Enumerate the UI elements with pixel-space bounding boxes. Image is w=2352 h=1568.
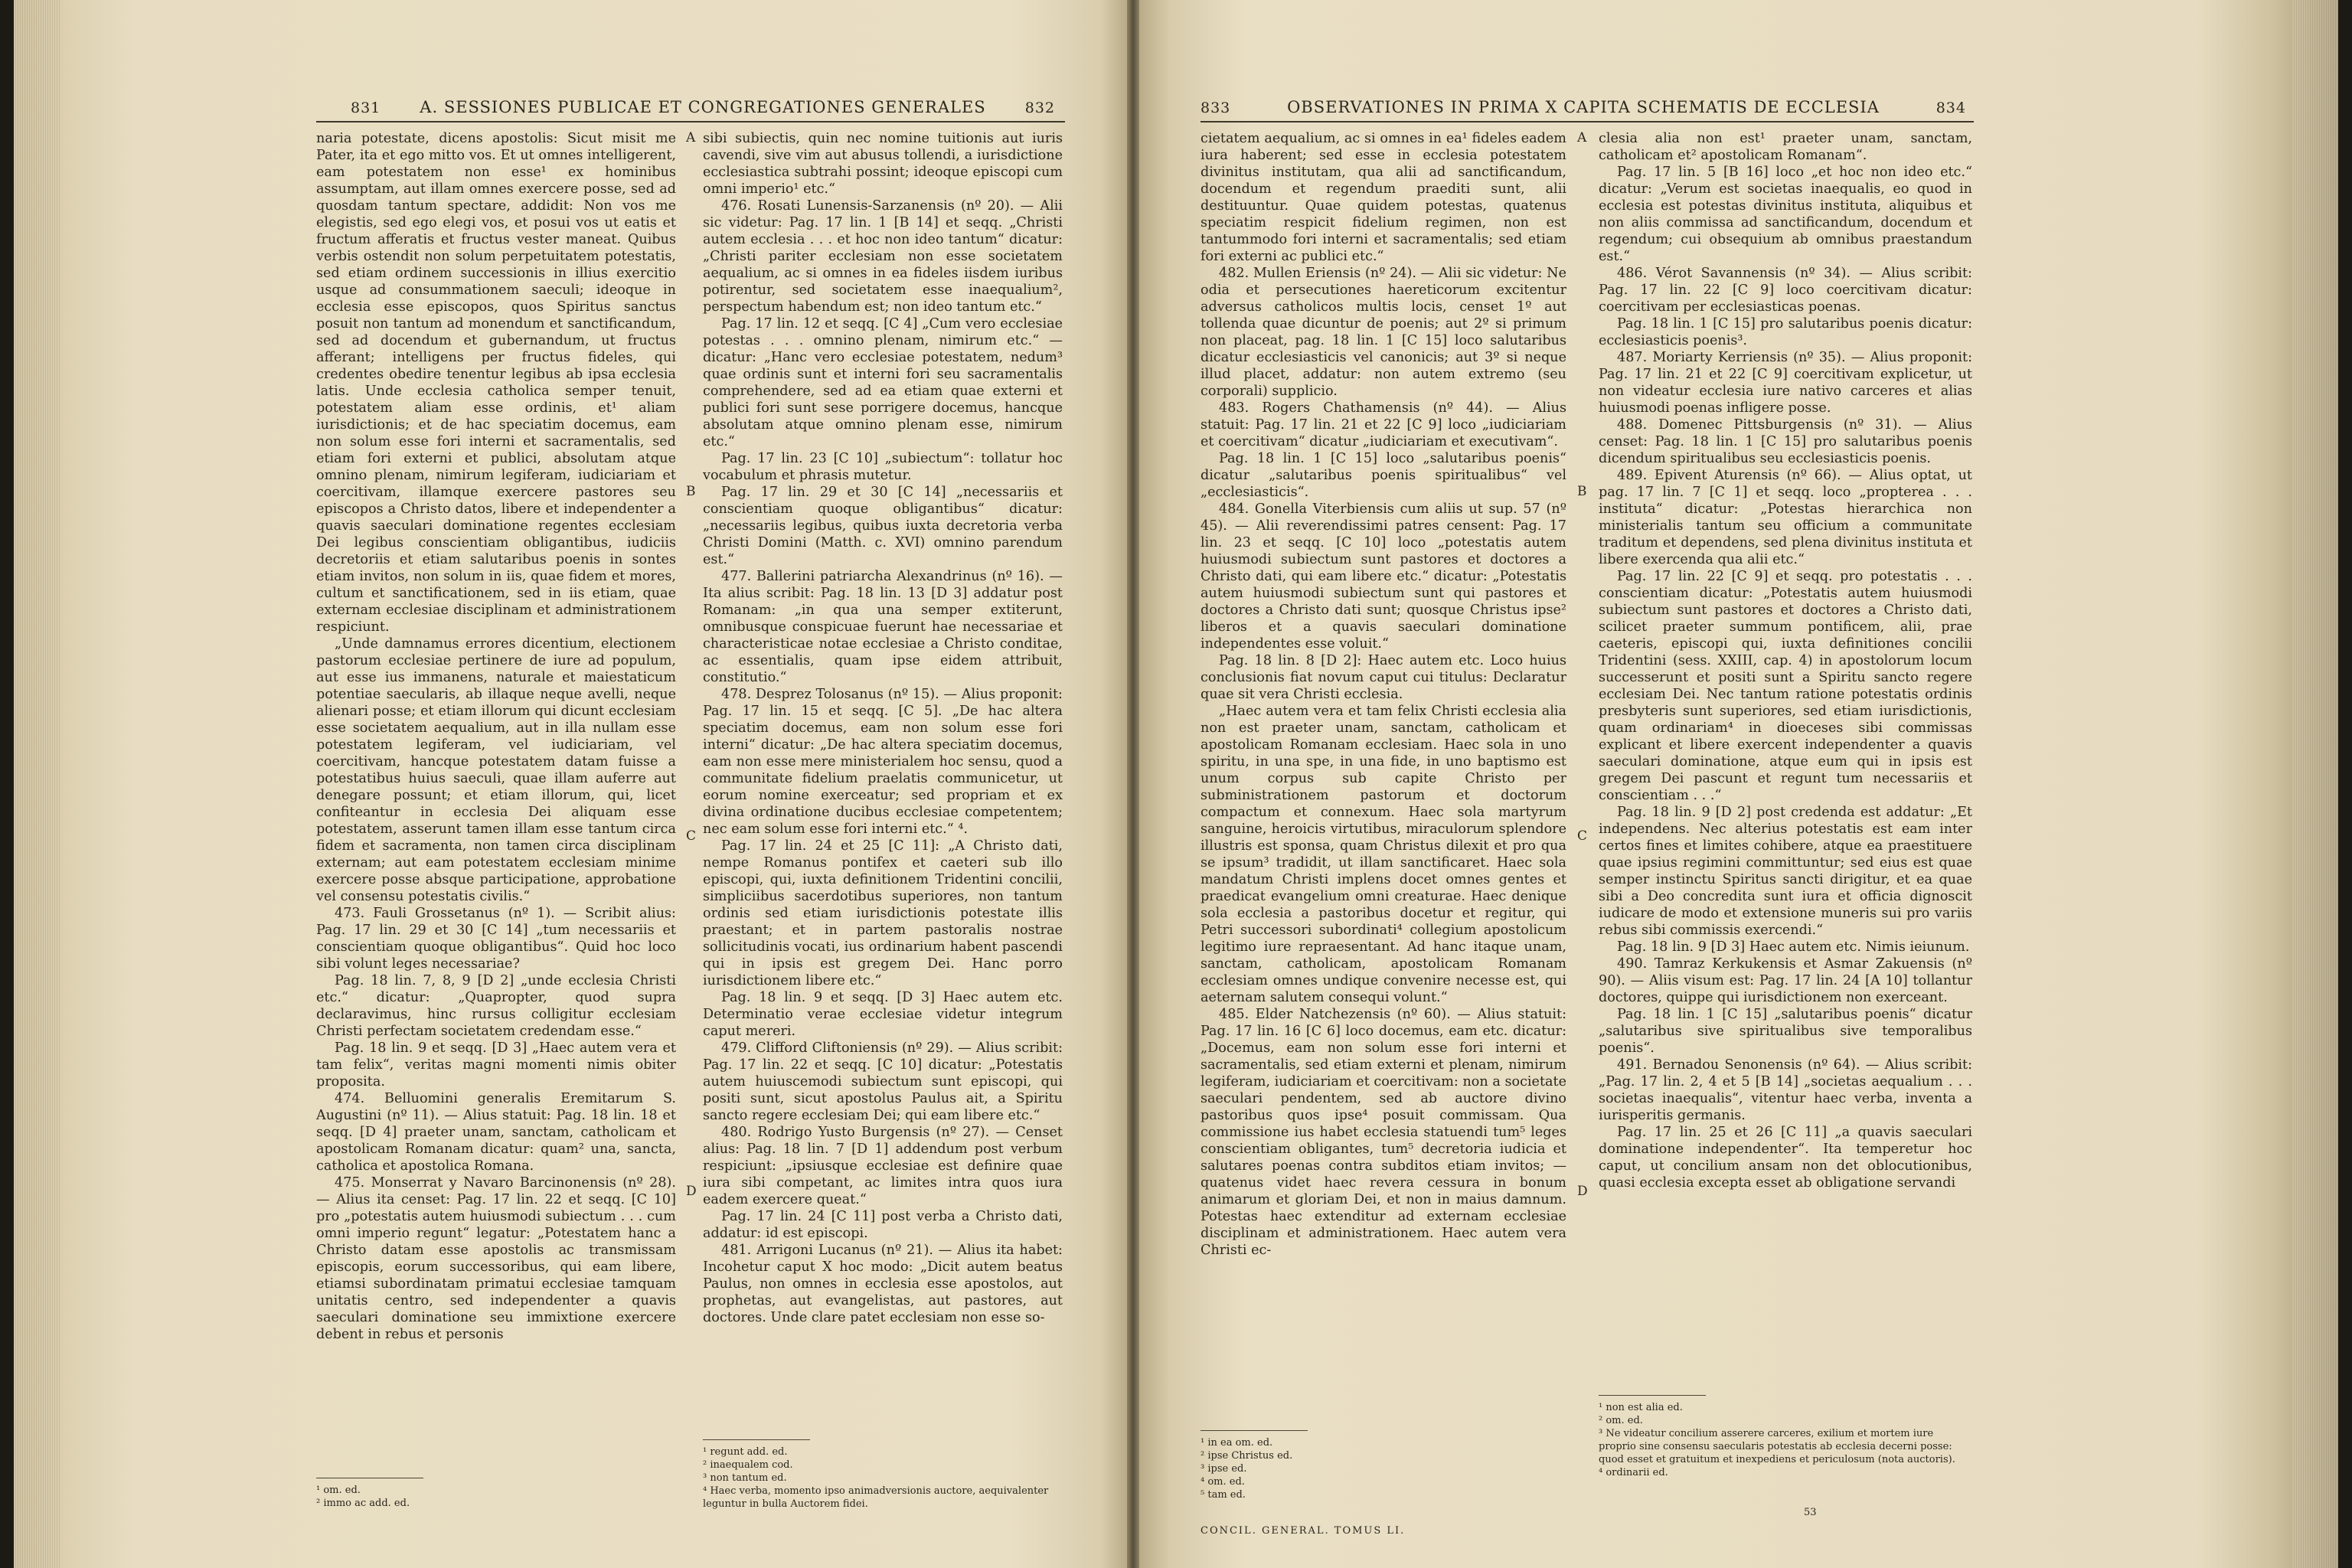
footnote: ⁴ ordinarii ed. [1599, 1467, 1668, 1478]
paragraph: Pag. 17 lin. 29 et 30 [C 14] „necessariis et conscientiam quoque obligantibus“ dicatur: „necessariis legibus, quibus iuxta decretoria verba Christi Domini (Matth. c. XVI) omnino parendum est.“ [703, 485, 1063, 567]
footnote: ³ ipse ed. [1200, 1463, 1247, 1475]
margin-letter-b: B [686, 484, 696, 499]
footnote: ⁵ tam ed. [1200, 1489, 1246, 1501]
paragraph: „Unde damnamus errores dicentium, electionem pastorum ecclesiae pertinere de iure ad populum, aut esse ius immanens, naturale et maiestaticum potentiae saecularis, ab illaque neque avelli, neque alienari posse; et etiam illorum qui dicunt ecclesiam esse societatem aequalium, aut in illa nullam esse potestatem legiferam, vel iudiciariam, vel coercitivam, hancque potestatem datam fuisse a potestatibus huius saeculi, quae illam auferre aut denegare possunt; et etiam illorum, qui, licet confiteantur in ecclesia Dei aliquam esse potestatem, asserunt tamen illam esse tantum circa fidem et sacramenta, non tamen circa disciplinam externam; aut eam potestatem ecclesiam minime exercere posse absque participatione, approbatione vel consensu potestatis civilis.“ [316, 636, 676, 904]
paragraph: Pag. 17 lin. 22 [C 9] et seqq. pro potestatis . . . conscientiam dicatur: „Potestatis autem huiusmodi subiectum sunt pastores et doctores a Christo dati, scilicet praeter summum pontificem, alii, prae caeteris, episcopi qui, iuxta definitiones concilii Tridentini (sess. XXIII, cap. 4) in apostolorum locum successerunt et positi sunt a Spiritu sancto regere ecclesiam Dei. Nec tantum ratione potestatis ordinis presbyteris sunt superiores, sed etiam iurisdictionis, quam ordinariam⁴ in dioeceses sibi commissas explicant et libere exercent independenter a quavis saeculari dominatione, atque eum qui in ipsis est gregem Dei pascunt et regunt tum necessariis et conscientiam . . .“ [1599, 569, 1972, 803]
paragraph: 481. Arrigoni Lucanus (nº 21). — Alius ita habet: Incohetur caput X hoc modo: „Dicit autem beatus Paulus, non omnes in ecclesia esse apostolos, aut prophetas, aut evangelistas, aut pastores, aut doctores. Unde clare patet ecclesiam non esse so- [703, 1243, 1063, 1325]
right-running-title: OBSERVATIONES IN PRIMA X CAPITA SCHEMATIS DE ECCLESIA [1287, 98, 1880, 116]
left-running-header [351, 86, 1055, 116]
left-page [14, 0, 1127, 1568]
paragraph: Pag. 18 lin. 9 et seqq. [D 3] Haec autem etc. Determinatio verae ecclesiae videtur integrum caput mereri. [703, 990, 1063, 1039]
paragraph: 485. Elder Natchezensis (nº 60). — Alius statuit: Pag. 17 lin. 16 [C 6] loco docemus, eam etc. dicatur: „Docemus, eam non solum esse fori interni et sacramentalis, sed etiam externi et plenam, nimirum legiferam, iudiciariam et coercitivam: non a societate saeculari pendentem, sed ab auctore divino pastoribus quos ipse⁴ posuit commissam. Qua commissione ius habet ecclesia statuendi tum⁵ leges conscientiam obligantes, tum⁵ decretoria iudicia et salutares poenas contra subditos etiam invitos; — quatenus videt haec revera cessura in bonum animarum et gloriam Dei, et non in maius damnum. Potestas haec extenditur ad externam ecclesiae disciplinam et administrationem. Haec autem vera Christi ec- [1200, 1007, 1566, 1258]
paragraph: 475. Monserrat y Navaro Barcinonensis (nº 28). — Alius ita censet: Pag. 17 lin. 22 et seqq. [C 10] pro „potestatis autem huiusmodi subiectum . . . cum omni imperio regunt“ legatur: „Potestatem hanc a Christo datam esse apostolis ac transmissam episcopis, eorum successoribus, qui eam libere, etiamsi subordinatam primatui ecclesiae tamquam unitatis centro, sed independenter a quavis saeculari dominatione seu immixtione exercere debent in rebus et personis [316, 1175, 676, 1342]
left-col2-footnote-rule [703, 1439, 810, 1440]
paragraph: Pag. 17 lin. 5 [B 16] loco „et hoc non ideo etc.“ dicatur: „Verum est societas inaequalis, eo quod in ecclesia est potestas divinitus instituta, aliquibus et non aliis commissa ad sanctificandum, docendum et regendum; cui obsequium ab omnibus praestandum est.“ [1599, 165, 1972, 264]
margin-letter-d: D [686, 1184, 697, 1199]
paragraph: Pag. 18 lin. 9 [D 3] Haec autem etc. Nimis ieiunum. [1617, 939, 1970, 955]
right-col2-footnotes [1599, 1401, 1972, 1479]
paragraph: Pag. 17 lin. 24 et 25 [C 11]: „A Christo dati, nempe Romanus pontifex et caeteri sub illo episcopi, qui, iuxta definitionem Tridentini concilii, simpliciibus sacerdotibus superiores, non tantum ordinis sed etiam iurisdictionis potestate illis praestant; et in partem pastoralis nostrae sollicitudinis vocati, ius ordinarium habent pascendi qui in ipsis est gregem Dei. Hanc porro iurisdictionem libere etc.“ [703, 838, 1063, 988]
paragraph: 478. Desprez Tolosanus (nº 15). — Alius proponit: Pag. 17 lin. 15 et seqq. [C 5]. „De hac altera speciatim docemus, eam non solum esse fori interni“ dicatur: „De hac altera speciatim docemus, eam non esse mere ministerialem hoc sensu, quod a communitate fidelium praelatis communicetur, ut eorum nomine exerceatur; sed propriam et ex divina ordinatione ducibus ecclesiae competentem; nec eam solum esse fori interni etc.“ ⁴. [703, 687, 1063, 837]
left-column-2 [703, 130, 1063, 1326]
footnote: ² inaequalem cod. [703, 1459, 793, 1471]
paragraph: 491. Bernadou Senonensis (nº 64). — Alius scribit: „Pag. 17 lin. 2, 4 et 5 [B 14] „societas aequalium . . . societas inaequalis“, vitentur haec verba, inventa a iurisperitis germanis. [1599, 1057, 1972, 1123]
left-running-title: A. SESSIONES PUBLICAE ET CONGREGATIONES GENERALES [420, 98, 986, 116]
paragraph: Pag. 17 lin. 25 et 26 [C 11] „a quavis saeculari dominatione independenter“. Ita temperetur hoc caput, ut concilium ansam non det oblocutionibus, quasi ecclesia excepta esset ab obligatione servandi [1599, 1125, 1972, 1191]
right-header-rule [1200, 121, 1974, 122]
paragraph: 487. Moriarty Kerriensis (nº 35). — Alius proponit: Pag. 17 lin. 21 et 22 [C 9] coercitivam explicetur, ut non videatur ecclesia iure nativo carceres et alias huiusmodi poenas infligere posse. [1599, 350, 1972, 416]
paragraph: Pag. 18 lin. 9 et seqq. [D 3] „Haec autem vera et tam felix“, veritas magni momenti nimis obiter proposita. [316, 1040, 676, 1089]
paragraph: naria potestate, dicens apostolis: Sicut misit me Pater, ita et ego mitto vos. Et ut omnes intelligerent, eam potestatem non esse¹ ex hominibus assumptam, aut illam omnes exercere posse, sed ad quosdam tantum spectare, addidit: Non vos me elegistis, sed ego elegi vos, et posui vos ut eatis et fructum afferatis et fructus vester maneat. Quibus verbis ostendit non solum perpetuitatem potestatis, sed etiam ordinem successionis in illius exercitio usque ad consummationem saeculi; ideoque in ecclesia esse episcopos, quos Spiritus sanctus posuit non tantum ad monendum et sanctificandum, sed ad docendum et gubernandum, ut fructus afferant; intelligens per fructus fideles, qui credentes obedire tenentur legibus ab ipsa ecclesia latis. Unde ecclesia catholica semper tenuit, potestatem aliam esse ordinis, et¹ aliam iurisdictionis; et de hac speciatim docemus, eam non solum esse fori interni et sacramentalis, sed etiam fori externi et publici, absolutam atque omnino plenam, nimirum legiferam, iudiciariam et coercitivam, illamque exercere pastores seu episcopos a Christo datos, libere et independenter a quavis saeculari dominatione regentes ecclesiam Dei legibus conscientiam obligantibus, iudiciis decretoriis et etiam salutaribus poenis in sontes etiam invitos, non solum in iis, quae fidem et mores, cultum et sanctificationem, sed in iis etiam, quae externam ecclesiae disciplinam et administrationem respiciunt. [316, 131, 676, 635]
paragraph: Pag. 18 lin. 1 [C 15] „salutaribus poenis“ dicatur „salutaribus sive spiritualibus sive temporalibus poenis“. [1599, 1007, 1972, 1056]
left-col1-footnotes [316, 1484, 676, 1510]
footnote: ² immo ac add. ed. [316, 1498, 410, 1509]
footnote: ¹ regunt add. ed. [703, 1446, 788, 1458]
right-col1-footnote-rule [1200, 1430, 1308, 1431]
right-margin-letter-d: D [1577, 1184, 1588, 1199]
paragraph: 482. Mullen Eriensis (nº 24). — Alii sic videtur: Ne odia et persecutiones haereticorum excitentur adversus catholicos multis locis, censet 1º aut tollenda quae dicuntur de poenis; aut 2º si primum non placeat, pag. 18 lin. 1 [C 15] loco salutaribus dicatur ecclesiasticis vel canonicis; aut 3º si neque illud placet, addatur: non autem extremo (seu corporali) supplicio. [1200, 266, 1566, 399]
paragraph: 490. Tamraz Kerkukensis et Asmar Zakuensis (nº 90). — Aliis visum est: Pag. 17 lin. 24 [A 10] tollantur doctores, quippe qui iurisdictionem non exerceant. [1599, 956, 1972, 1005]
paragraph: sibi subiectis, quin nec nomine tuitionis aut iuris cavendi, sive vim aut abusus tollendi, a iurisdictione ecclesiastica subtrahi possint; ideoque episcopi cum omni imperio¹ etc.“ [703, 131, 1063, 197]
paragraph: 479. Clifford Cliftoniensis (nº 29). — Alius scribit: Pag. 17 lin. 22 et seqq. [C 10] dicatur: „Potestatis autem huiuscemodi subiectum sunt episcopi, qui positi sunt, sicut apostolus Paulus ait, a Spiritu sancto regere ecclesiam Dei; qui eam libere etc.“ [703, 1040, 1063, 1123]
paragraph: 480. Rodrigo Yusto Burgensis (nº 27). — Censet alius: Pag. 18 lin. 7 [D 1] addendum post verbum respiciunt: „ipsiusque ecclesiae est definire quae iura sibi competant, ac limites intra quos iura eadem exercere queat.“ [703, 1125, 1063, 1207]
paragraph: Pag. 18 lin. 1 [C 15] loco „salutaribus poenis“ dicatur „salutaribus poenis spiritualibus“ vel „ecclesiasticis“. [1200, 451, 1566, 500]
right-column-2 [1599, 130, 1972, 1191]
footnote: ⁴ Haec verba, momento ipso animadversionis auctore, aequivalenter leguntur in bulla Auctorem fidei. [703, 1485, 1049, 1510]
left-header-rule [316, 121, 1065, 122]
paragraph: 483. Rogers Chathamensis (nº 44). — Alius statuit: Pag. 17 lin. 21 et 22 [C 9] loco „iudiciariam et coercitivam“ dicatur „iudiciariam et executivam“. [1200, 400, 1566, 449]
paragraph: Pag. 17 lin. 24 [C 11] post verba a Christo dati, addatur: id est episcopi. [703, 1209, 1063, 1241]
footnote: ³ Ne videatur concilium asserere carceres, exilium et mortem iure proprio sine consensu saecularis potestatis ab ecclesia decerni posse: quod esset et gratuitum et inexpediens et periculosum (nota auctoris). [1599, 1428, 1955, 1465]
paragraph: 488. Domenec Pittsburgensis (nº 31). — Alius censet: Pag. 18 lin. 1 [C 15] pro salutaribus poenis dicendum spiritualibus seu ecclesiasticis poenis. [1599, 417, 1972, 466]
footnote: ² om. ed. [1599, 1415, 1643, 1426]
right-column-1 [1200, 130, 1566, 1259]
paragraph: 476. Rosati Lunensis-Sarzanensis (nº 20). — Alii sic videtur: Pag. 17 lin. 1 [B 14] et seqq. „Christi autem ecclesia . . . et hoc non ideo tantum“ dicatur: „Christi pariter ecclesiam non esse societatem aequalium, ac si omnes in ea fideles iisdem iuribus potirentur, sed societatem esse inaequalium², perspectum habendum est; non ideo tantum etc.“ [703, 198, 1063, 315]
footnote: ⁴ om. ed. [1200, 1476, 1245, 1488]
right-page-edges [2292, 0, 2338, 1568]
paragraph: 477. Ballerini patriarcha Alexandrinus (nº 16). — Ita alius scribit: Pag. 18 lin. 13 [D 3] addatur post Romanam: „in qua una semper extiterunt, omnibusque conspicuae fuerunt hae necessariae et characteristicae notae ecclesiae a Christo conditae, ac essentialis, quam ipse eidem attribuit, constitutio.“ [703, 569, 1063, 685]
right-margin-letter-c: C [1577, 828, 1588, 844]
paragraph: „Haec autem vera et tam felix Christi ecclesia alia non est praeter unam, sanctam, catholicam et apostolicam Romanam ecclesiam. Haec sola in uno spiritu, in una spe, in una fide, in uno baptismo est unum corpus sub capite Christo per subministrationem pastorum et doctorum compactum et connexum. Haec sola martyrum sanguine, heroicis virtutibus, miraculorum splendore illustris est sponsa, quam Christus dilexit et pro qua se ipsum³ tradidit, ut illam sanctificaret. Haec sola mandatum Christi implens docet omnes gentes et praedicat evangelium omni creaturae. Haec denique sola ecclesia a pastoribus docetur et regitur, qui Petri successori subordinati⁴ collegium apostolicum legitimo iure repraesentant. Ad hanc itaque unam, sanctam, catholicam, apostolicam Romanam ecclesiam omnes undique convenire necesse est, qui aeternam salutem consequi volunt.“ [1200, 704, 1566, 1005]
sheet-signature: 53 [1804, 1507, 1817, 1518]
book-spread [14, 0, 2338, 1568]
book-gutter [1127, 0, 1139, 1568]
right-page-number-a: 833 [1200, 100, 1231, 116]
right-page-number-b: 834 [1936, 100, 1966, 116]
footnote: ¹ in ea om. ed. [1200, 1437, 1273, 1449]
right-margin-letter-a: A [1577, 130, 1587, 145]
right-running-header [1200, 86, 1966, 116]
left-page-number-b: 832 [1024, 100, 1055, 116]
paragraph: Pag. 18 lin. 1 [C 15] pro salutaribus poenis dicatur: ecclesiasticis poenis³. [1599, 316, 1972, 348]
right-col2-footnote-rule [1599, 1395, 1706, 1396]
right-margin-letter-b: B [1577, 484, 1587, 499]
left-column-1 [316, 130, 676, 1343]
paragraph: 489. Epivent Aturensis (nº 66). — Alius optat, ut pag. 17 lin. 7 [C 1] et seqq. loco „propterea . . . instituta“ dicatur: „Potestas hierarchica non ministerialis tantum seu officium a communitate traditum et dependens, sed plena divinitus instituta et libere exercenda qua alii etc.“ [1599, 468, 1972, 567]
footnote: ¹ om. ed. [316, 1485, 361, 1496]
footnote: ³ non tantum ed. [703, 1472, 787, 1484]
footnote: ¹ non est alia ed. [1599, 1402, 1683, 1413]
footnote: ² ipse Christus ed. [1200, 1450, 1293, 1462]
right-col1-footnotes [1200, 1436, 1566, 1501]
volume-signature-line: CONCIL. GENERAL. TOMUS LI. [1200, 1525, 1406, 1537]
paragraph: Pag. 17 lin. 12 et seqq. [C 4] „Cum vero ecclesiae potestas . . . omnino plenam, nimirum etc.“ — dicatur: „Hanc vero ecclesiae potestatem, nedum³ quae ordinis sunt et interni fori seu sacramentalis comprehendere, sed ad ea etiam quae externi et publici fori sunt sese porrigere docemus, hancque absolutam atque omnino plenam esse, nimirum etc.“ [703, 316, 1063, 449]
paragraph: Pag. 17 lin. 23 [C 10] „subiectum“: tollatur hoc vocabulum et phrasis mutetur. [703, 451, 1063, 483]
paragraph: 473. Fauli Grossetanus (nº 1). — Scribit alius: Pag. 17 lin. 29 et 30 [C 14] „tum necessariis et conscientiam quoque obligantibus“. Quid hoc loco sibi volunt leges necessariae? [316, 906, 676, 972]
paragraph: Pag. 18 lin. 9 [D 2] post credenda est addatur: „Et independens. Nec alterius potestatis est eam inter certos fines et limites cohibere, atque ea praestituere quae ipsius regimini committuntur; sed eius est quae semper instinctu Spiritus sancti dirigitur, et ea quae sibi a Deo concredita sunt iura et officia dignoscit iudicare de modo et extensione muneris sui pro variis rebus sibi commissis exercendi.“ [1599, 805, 1972, 938]
left-col2-footnotes [703, 1446, 1063, 1511]
paragraph: 484. Gonella Viterbiensis cum aliis ut sup. 57 (nº 45). — Alii reverendissimi patres censent: Pag. 17 lin. 23 et seqq. [C 10] loco „potestatis autem huiusmodi subiectum sunt pastores et doctores a Christo dati, qui eam libere etc.“ dicatur: „Potestatis autem huiusmodi subiectum sunt qui pastores et doctores a Christo dati sunt; quosque Christus ipse² liberos et a quavis saeculari dominatione independentes esse voluit.“ [1200, 501, 1566, 652]
margin-letter-c: C [686, 828, 697, 844]
paragraph: Pag. 18 lin. 7, 8, 9 [D 2] „unde ecclesia Christi etc.“ dicatur: „Quapropter, quod supra declaravimus, hinc rursus colligitur ecclesiam Christi perfectam societatem credendam esse.“ [316, 973, 676, 1039]
paragraph: 486. Vérot Savannensis (nº 34). — Alius scribit: Pag. 17 lin. 22 [C 9] loco coercitivam dicatur: coercitivam per ecclesiasticas poenas. [1599, 266, 1972, 315]
paragraph: Pag. 18 lin. 8 [D 2]: Haec autem etc. Loco huius conclusionis fiat novum caput cui titulus: Declaratur quae sit vera Christi ecclesia. [1200, 653, 1566, 702]
right-page [1139, 0, 2338, 1568]
paragraph: clesia alia non est¹ praeter unam, sanctam, catholicam et² apostolicam Romanam“. [1599, 131, 1972, 163]
margin-letter-a: A [686, 130, 696, 145]
page-edges [14, 0, 60, 1568]
left-page-number-a: 831 [351, 100, 381, 116]
paragraph: 474. Belluomini generalis Eremitarum S. Augustini (nº 11). — Alius statuit: Pag. 18 lin. 18 et seqq. [D 4] praeter unam, sanctam, catholicam et apostolicam Romanam dicatur: quam² una, sancta, catholica et apostolica Romana. [316, 1091, 676, 1174]
paragraph: cietatem aequalium, ac si omnes in ea¹ fideles eadem iura haberent; sed esse in ecclesia potestatem divinitus institutam, qua alii ad sanctificandum, docendum et regendum praediti sunt, alii destituuntur. Quae quidem potestas, quatenus speciatim respicit fidelium regimen, non est tantummodo fori interni et sacramentalis; sed etiam fori externi ac publici etc.“ [1200, 131, 1566, 264]
